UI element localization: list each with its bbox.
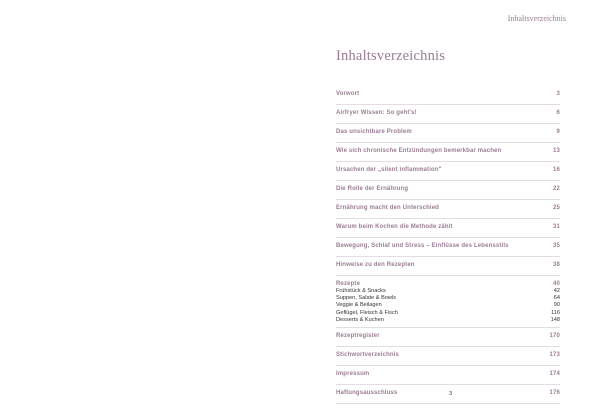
toc-entry-label: Ernährung macht den Unterschied [336,205,439,211]
toc-entry-label: Impressum [336,370,370,377]
toc-entry[interactable] [336,366,560,385]
toc-entry[interactable] [336,181,560,200]
toc-subentry[interactable] [336,310,560,317]
toc-entry-page: 170 [549,332,560,339]
toc-entry[interactable] [336,124,560,143]
toc-entry-label: Bewegung, Schlaf und Stress – Einflüsse des Lebensstils [336,243,509,249]
toc-entry-page: 38 [553,262,560,268]
toc-entry-recipes[interactable] [336,276,560,288]
toc-entry[interactable] [336,238,560,257]
toc-entry-label: Haftungsausschluss [336,389,398,396]
toc-subentry-label: Frühstück & Snacks [336,288,386,294]
toc-entry[interactable] [336,257,560,276]
toc-entry-page: 22 [553,186,560,192]
toc-subentry-page: 148 [550,316,560,323]
toc-entry-label: Hinweise zu den Rezepten [336,262,415,268]
toc-entry-page: 174 [549,370,560,377]
toc-entry-label: Stichwortverzeichnis [336,351,400,358]
toc-subentry-page: 116 [551,309,560,316]
toc-subentry[interactable] [336,317,560,328]
toc-entry-label: Ursachen der „silent inflammation" [336,167,442,173]
toc-entry-label: Wie sich chronische Entzündungen bemerkbar machen [336,148,502,154]
toc-entry-label: Rezepte [336,281,361,287]
toc-entry[interactable] [336,200,560,219]
toc-entry-page: 25 [553,205,560,211]
toc-entry-page: 6 [556,110,560,116]
toc-subentries [336,288,560,328]
toc-entry[interactable] [336,105,560,124]
toc-subentry-label: Desserts & Kuchen [336,316,384,323]
toc-subentry-page: 64 [553,295,560,302]
toc-entry-page: 35 [553,243,560,249]
toc-entry-label: Das unsichtbare Problem [336,129,412,135]
toc-entry-label: Vorwort [336,91,360,97]
toc-subentry-page: 90 [553,302,560,309]
toc-entry[interactable] [336,86,560,105]
toc-entry-page: 13 [553,148,560,154]
toc-entry[interactable] [336,385,560,404]
toc-entry-page: 40 [553,281,560,287]
toc-entry-page: 9 [556,129,560,135]
toc-entry-label: Die Rolle der Ernährung [336,186,409,192]
table-of-contents [336,86,560,404]
toc-subentry-label: Veggie & Beilagen [336,302,382,309]
toc-entry[interactable] [336,162,560,181]
page-number: 3 [449,391,453,397]
toc-subentry[interactable] [336,295,560,302]
toc-entry-label: Warum beim Kochen die Methode zählt [336,224,453,230]
toc-subentry-label: Suppen, Salate & Bowls [336,295,397,302]
toc-entry-page: 16 [553,167,560,173]
toc-entry-page: 176 [549,389,560,396]
toc-subentry[interactable] [336,302,560,309]
toc-entry-page: 173 [549,351,560,358]
toc-entry[interactable] [336,347,560,366]
toc-entry-page: 31 [553,224,560,230]
toc-subentry-label: Geflügel, Fleisch & Fisch [336,309,398,316]
toc-subentry-page: 42 [553,288,560,294]
toc-entry-label: Rezeptregister [336,332,380,339]
toc-entry[interactable] [336,143,560,162]
toc-entry-label: Airfryer Wissen: So geht's! [336,110,417,116]
toc-entry[interactable] [336,328,560,347]
page-title: Inhaltsverzeichnis [336,48,446,64]
running-head: Inhaltsverzeichnis [507,14,566,23]
toc-subentry[interactable] [336,288,560,295]
toc-entry[interactable] [336,219,560,238]
toc-entry-page: 3 [556,91,560,97]
